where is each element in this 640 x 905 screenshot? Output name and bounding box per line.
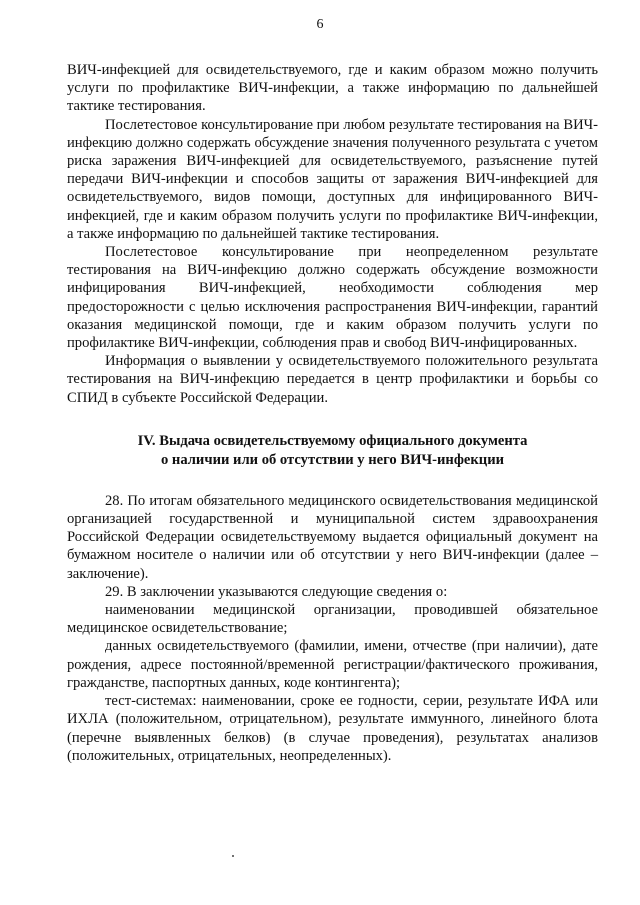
paragraph-post-test-indeterminate: Послетестовое консультирование при неопределенном результате тестирования на ВИЧ-инфекцию должно содержать обсуждение возможности инфицирования ВИЧ-инфекцией, необходимости соблюдения мер предосторожности с целью исключения распространения ВИЧ-инфекции, гарантий оказания медицинской помощи, где и каким образом получить услуги по профилактике ВИЧ-инфекции, соблюдения прав и свобод ВИЧ-инфицированных. [67,244,598,352]
section-heading-line-2: о наличии или об отсутствии у него ВИЧ-инфекции [160,451,505,468]
clause-29-person-data: данных освидетельствуемого (фамилии, имени, отчестве (при наличии), дате рождения, адресе постоянной/временной регистрации/фактического проживания, гражданстве, паспортных данных, коде контингента); [67,638,598,691]
paragraph-post-test-any-result: Послетестовое консультирование при любом результате тестирования на ВИЧ-инфекцию должно содержать обсуждение значения полученного результата с учетом риска заражения ВИЧ-инфекцией для освидетельствуемого, разъяснение путей передачи ВИЧ-инфекции и способов защиты от заражения ВИЧ-инфекцией для освидетельствуемого, видов помощи, доступных для инфицированного ВИЧ-инфекцией, где и каким образом получить услуги по профилактике ВИЧ-инфекции, а также информацию по дальнейшей тактике тестирования. [67,116,598,242]
document-body [67,61,598,765]
page-number: 6 [316,17,324,32]
clause-29: 29. В заключении указываются следующие сведения о: [105,583,448,600]
section-heading-iv [67,432,598,470]
clause-29-test-systems: тест-системах: наименовании, сроке ее годности, серии, результате ИФА или ИХЛА (положительном, отрицательном), результате иммунного, линейного блота (перечне выявленных белков) (в случае проведения), результатах анализов (положительных, отрицательных, неопределенных). [67,693,598,764]
section-heading-line-1: IV. Выдача освидетельствуемому официального документа [137,432,528,449]
clause-29-org-name: наименовании медицинской организации, проводившей обязательное медицинское освидетельствование; [67,602,598,637]
paragraph-positive-result-info: Информация о выявлении у освидетельствуемого положительного результата тестирования на ВИЧ-инфекцию передается в центр профилактики и борьбы со СПИД в субъекте Российской Федерации. [67,353,598,406]
scan-speck [232,855,234,857]
paragraph-continuation: ВИЧ-инфекцией для освидетельствуемого, где и каким образом можно получить услуги по профилактике ВИЧ-инфекции, а также информацию по дальнейшей тактике тестирования. [67,62,598,115]
clause-28: 28. По итогам обязательного медицинского освидетельствования медицинской организацией государственной и муниципальной систем здравоохранения Российской Федерации освидетельствуемому выдается официальный документ на бумажном носителе о наличии или об отсутствии у него ВИЧ-инфекции (далее – заключение). [67,492,598,582]
